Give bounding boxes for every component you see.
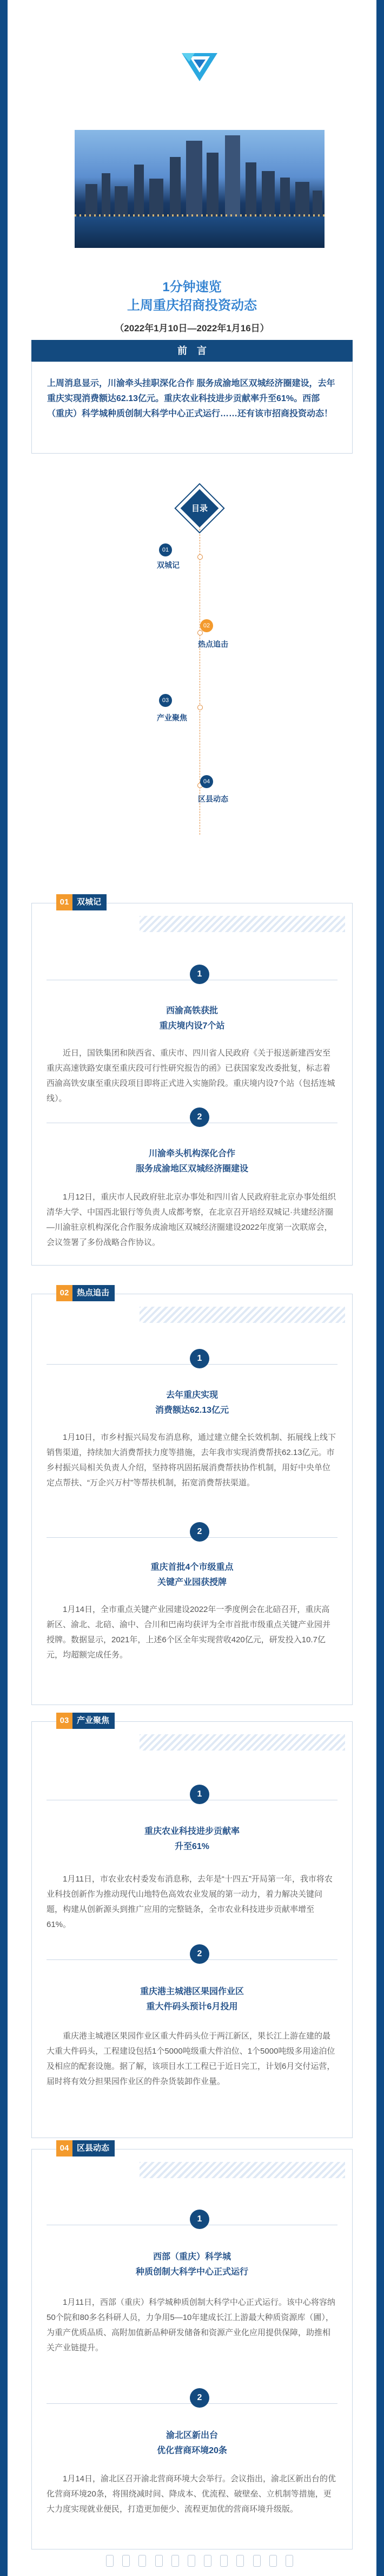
section-num: 03 (56, 1713, 72, 1729)
item-number: 1 (190, 2210, 209, 2229)
toc-item-label[interactable]: 热点追击 (198, 640, 228, 648)
toc-dot (197, 554, 203, 560)
item-title: 重庆港主城港区果园作业区 重大件码头预计6月投用 (140, 1987, 244, 2011)
item-title: 西部（重庆）科学城 种质创制大科学中心正式运行 (135, 2252, 248, 2277)
item-number: 2 (190, 1107, 209, 1127)
date-range: （2022年1月10日—2022年1月16日） (115, 323, 269, 333)
page-title-line2: 上周重庆招商投资动态 (127, 298, 257, 313)
section-tab (56, 894, 107, 910)
page-frame (8, 0, 376, 2576)
item-title: 西渝高铁获批 重庆境内设7个站 (159, 1006, 225, 1031)
toc-item-num: 01 (159, 543, 172, 556)
item-body: 1月10日，市乡村振兴局发布消息称，通过建立健全长效机制、拓展线上线下销售渠道，持续加大消费帮扶力度等措施，去年我市实现消费帮扶62.13亿元。市乡村振兴局相关负责人介绍，坚持将巩固拓展消费帮扶协作机制，用好中央单位定点帮扶、“万企兴万村”等帮扶机制，拓宽消费帮扶渠道。 (47, 1433, 336, 1487)
section-title: 区县动态 (77, 2144, 110, 2153)
item-body: 1月14日，全市重点关键产业园建设2022年一季度例会在北碚召开，重庆高新区、渝北、北碚、渝中、合川和巴南均获评为全市首批市级重点关键产业园并授牌。数据显示，2021年，上述6个区全年实现营收420亿元，研发投入10.7亿元，均超额完成任务。 (47, 1605, 331, 1660)
section-title: 热点追击 (77, 1288, 110, 1297)
logo-icon (178, 43, 221, 86)
city-skyline-photo (75, 130, 325, 248)
foreword-text: 上周消息显示，川渝牵头挂职深化合作 服务成渝地区双城经济圈建设，去年重庆实现消费额达62.13亿元。重庆农业科技进步贡献率升至61%。西部（重庆）科学城种质创制大科学中心正式运行……还有该市招商投资动态！ (31, 362, 353, 454)
page-title-line1: 1分钟速览 (162, 280, 222, 294)
section-num: 04 (56, 2140, 72, 2157)
section-tab (56, 1285, 115, 1301)
toc-label: 目录 (191, 504, 208, 513)
section-tab (56, 2140, 115, 2157)
section-title: 产业聚焦 (77, 1716, 110, 1725)
section-stripe (140, 2162, 345, 2178)
section-num: 01 (56, 894, 72, 910)
section-title: 双城记 (77, 897, 102, 907)
toc-item-label[interactable]: 区县动态 (198, 795, 228, 803)
foreword-header: 前 言 (31, 340, 353, 362)
section-stripe (140, 916, 345, 932)
item-number: 1 (190, 965, 209, 984)
item-title: 川渝牵头机构深化合作 服务成渝地区双城经济圈建设 (135, 1149, 248, 1174)
item-number: 2 (190, 1944, 209, 1964)
section-num: 02 (56, 1285, 72, 1301)
bottom-decoration (106, 2555, 293, 2567)
item-number: 2 (190, 1522, 209, 1542)
section-tab (56, 1713, 115, 1729)
toc-item-label[interactable]: 双城记 (157, 561, 180, 569)
item-title: 渝北区新出台 优化营商环境20条 (157, 2431, 227, 2455)
toc-item-num: 03 (159, 694, 172, 707)
toc-item-num: 04 (200, 775, 213, 788)
toc-dot (197, 705, 203, 710)
item-number: 2 (190, 2388, 209, 2408)
section-stripe (140, 1734, 345, 1751)
section-stripe (140, 1307, 345, 1323)
toc-item-label[interactable]: 产业聚焦 (157, 713, 187, 722)
toc-dot (197, 630, 203, 635)
item-body: 1月11日，西部（重庆）科学城种质创制大科学中心正式运行。该中心将容纳50个院和80多名科研人员，力争用5—10年建成长江上游最大种质资源库（圃），为重产优质品质、高附加值新品种研发储备和资源产业化应用提供保障，助推相关产业链提升。 (47, 2298, 335, 2352)
toc-item-num: 02 (200, 619, 213, 632)
item-number: 1 (190, 1349, 209, 1368)
item-body: 1月11日，市农业农村委发布消息称，去年是“十四五”开局第一年，我市将农业科技创新作为推动现代山地特色高效农业发展的第一动力，着力解决关键问题，构建从创新源头到推广应用的完整链条，全市农业科技进步贡献率增至61%。 (47, 1874, 333, 1929)
item-title: 重庆首批4个市级重点 关键产业园获授牌 (150, 1563, 234, 1587)
item-body: 1月14日，渝北区召开渝北营商环境大会举行。会议指出，渝北区新出台的优化营商环境20条，将围绕减时间、降成本、优流程、破壁垒、立机制等措施，更大力度实现就业便民，打造更加便少、流程更加优的营商环境升级版。 (47, 2474, 336, 2514)
item-body: 1月12日，重庆市人民政府驻北京办事处和四川省人民政府驻北京办事处组织清华大学、中国西北银行等负责人成都考察，在北京召开培经双城记·共建经济圈—川渝驻京机构深化合作服务成渝地区双城经济圈建设2022年度第一次联席会，会议签署了多份战略合作协议。 (47, 1192, 336, 1247)
item-title: 重庆农业科技进步贡献率 升至61% (144, 1827, 240, 1851)
item-title: 去年重庆实现 消费额达62.13亿元 (155, 1391, 229, 1415)
item-number: 1 (190, 1785, 209, 1804)
item-body: 重庆港主城港区果园作业区重大件码头位于两江新区，果长江上游在建的最大重大件码头，工程建设包括1个5000吨级重大件泊位、1个5000吨级多用途泊位及相应的配套设施。据了解，该项目水工工程已于近日完工，计划6月交付运营，届时将有效分担果园作业区的件杂货装卸作业量。 (47, 2031, 335, 2086)
item-body: 近日，国铁集团和陕西省、重庆市、四川省人民政府《关于报送新建西安至重庆高速铁路安康至重庆段可行性研究报告的函》已获国家发改委批复，标志着西渝高铁安康至重庆段项目即将正式进入实施阶段。重庆境内设7个站（包括连城线）。 (47, 1048, 335, 1103)
